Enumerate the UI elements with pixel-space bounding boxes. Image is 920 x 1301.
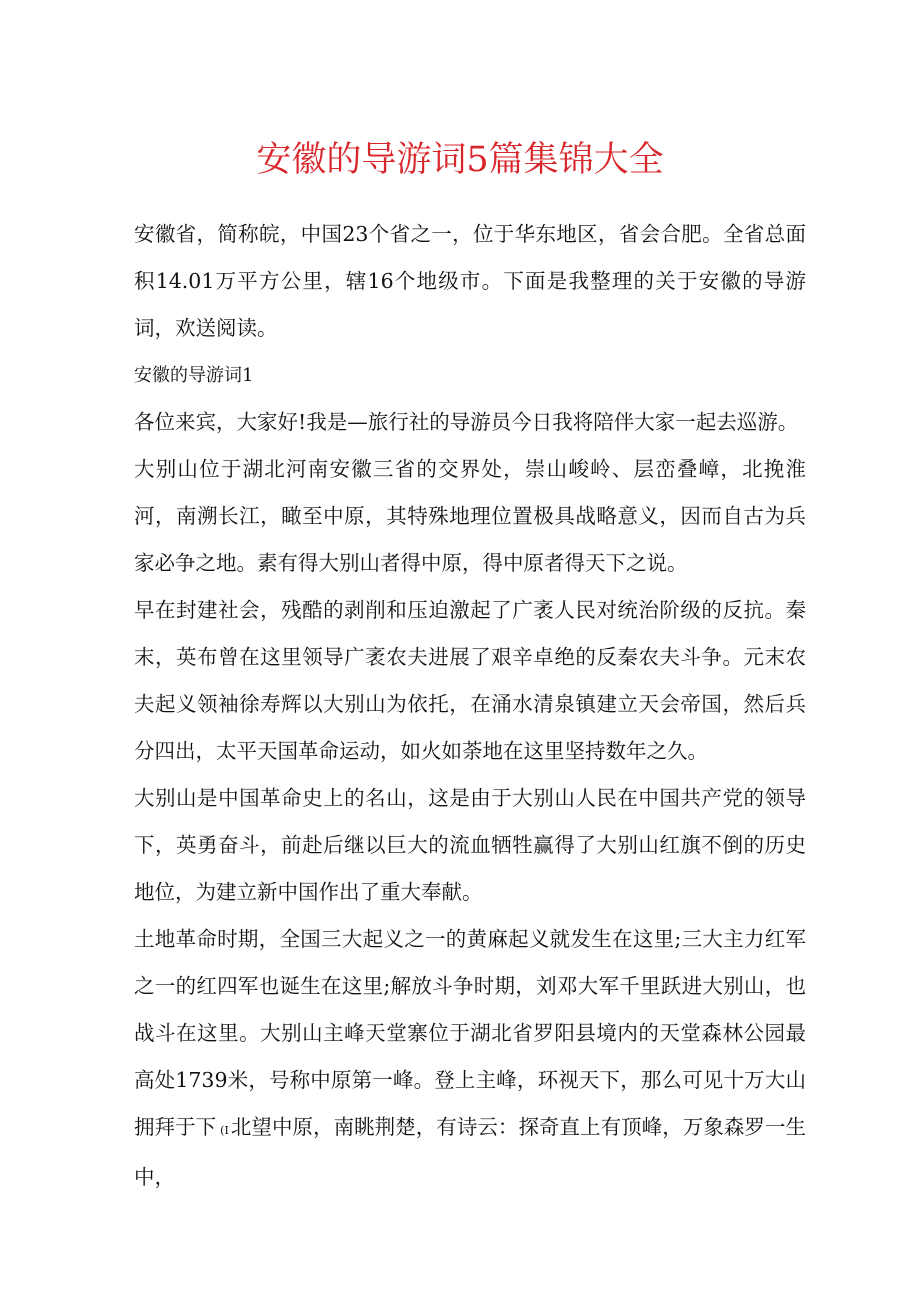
document-title: 安徽的导游词5篇集锦大全 <box>256 140 664 180</box>
intro-paragraph: 安徽省，简称皖，中国23个省之一，位于华东地区，省会合肥。全省总面积14.01万平方公里，辖16个地级市。下面是我整理的关于安徽的导游词，欢送阅读。 <box>134 222 806 340</box>
peak-paragraph <box>134 916 806 1201</box>
location-paragraph: 大别山位于湖北河南安徽三省的交界处，崇山峻岭、层峦叠嶂，北挽淮河，南溯长江，瞰至中原，其特殊地理位置极具战略意义，因而自古为兵家必争之地。素有得大别山者得中原，得中原者得天下之说。 <box>134 457 806 575</box>
greeting-paragraph: 各位来宾，大家好!我是—旅行社的导游员今日我将陪伴大家一起去巡游。 <box>134 410 799 434</box>
peak-paragraph-continued: 北望中原，南眺荆楚，有诗云：探奇直上有顶峰，万象森罗一生中， <box>134 1115 807 1189</box>
history-paragraph: 早在封建社会，残酷的剥削和压迫激起了广袤人民对统治阶级的反抗。秦末，英布曾在这里领导广袤农夫进展了艰辛卓绝的反秦农夫斗争。元末农夫起义领袖徐寿辉以大别山为依托，在涌水清泉镇建立天会帝国，然后兵分四出，太平天国革命运动，如火如荼地在这里坚持数年之久。 <box>134 598 806 763</box>
section-heading: 安徽的导游词1 <box>134 365 254 386</box>
revolution-paragraph: 大别山是中国革命史上的名山，这是由于大别山人民在中国共产党的领导下，英勇奋斗，前赴后继以巨大的流血牺牲赢得了大别山红旗不倒的历史地位，为建立新中国作出了重大奉献。 <box>134 786 806 904</box>
inline-mark: (I <box>220 1124 229 1137</box>
peak-paragraph-text: 土地革命时期，全国三大起义之一的黄麻起义就发生在这里;三大主力红军之一的红四军也诞生在这里;解放斗争时期，刘邓大军千里跃进大别山，也战斗在这里。大别山主峰天堂寨位于湖北省罗阳县境内的天堂森林公园最高处1739米，号称中原第一峰。登上主峰，环视天下，那么可见十万大山拥拜于下 <box>134 927 806 1139</box>
document-body <box>134 211 806 1201</box>
